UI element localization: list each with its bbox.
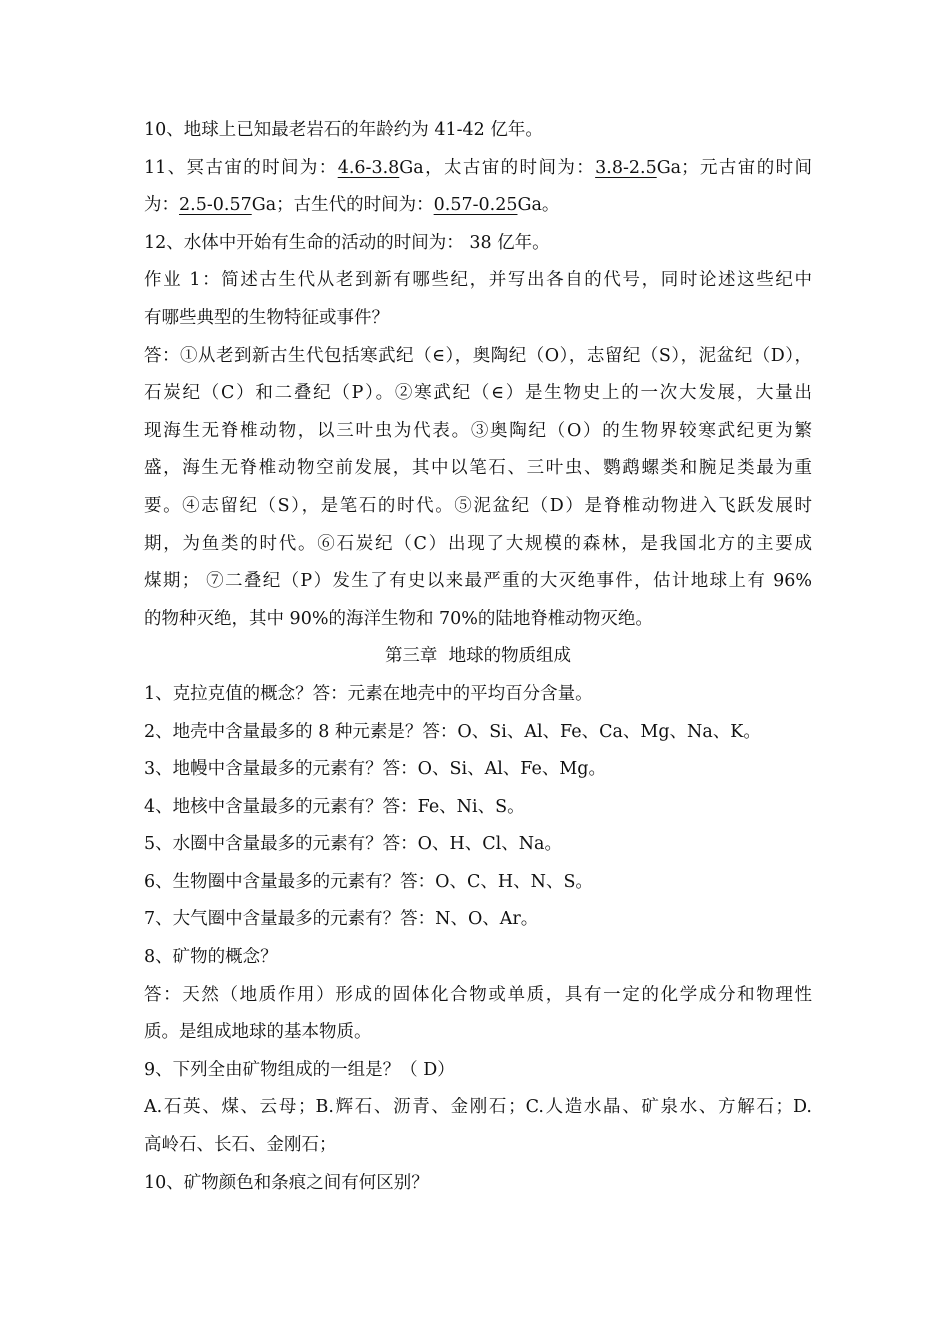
mineral-answer-line: 答：天然（地质作用）形成的固体化合物或单质，具有一定的化学成分和物理性 [144, 984, 812, 1005]
paleozoic-range: 0.57-0.25 [433, 195, 518, 216]
archean-range: 3.8-2.5 [595, 157, 657, 178]
oldest-rock-age-line: 10、地球上已知最老岩石的年龄约为 41-42 亿年。 [144, 120, 543, 140]
q11-text: Ga；元古宙的时间 [656, 157, 812, 178]
homework-line: 作业 1：简述古生代从老到新有哪些纪，并写出各自的代号，同时论述这些纪中 [144, 270, 812, 291]
chapter-item: 5、水圈中含量最多的元素有？答：O、H、Cl、Na。 [144, 834, 562, 855]
answer-line: 期，为鱼类的时代。⑥石炭纪（C）出现了大规模的森林，是我国北方的主要成 [144, 533, 812, 554]
chapter-item: 2、地壳中含量最多的 8 种元素是？答：O、Si、Al、Fe、Ca、Mg、Na、K。 [144, 721, 761, 742]
chapter-item: 4、地核中含量最多的元素有？答：Fe、Ni、S。 [144, 796, 525, 817]
eon-times-line-2 [144, 187, 812, 225]
answer-line: 现海生无脊椎动物，以三叶虫为代表。③奥陶纪（O）的生物界较寒武纪更为繁 [144, 420, 812, 441]
homework-line: 有哪些典型的生物特征或事件？ [144, 307, 389, 328]
proterozoic-range: 2.5-0.57 [179, 195, 252, 216]
hadean-range: 4.6-3.8 [337, 157, 400, 178]
chapter-item: 6、生物圈中含量最多的元素有？答：O、C、H、N、S。 [144, 871, 593, 892]
chapter-item: 1、克拉克值的概念？答：元素在地壳中的平均百分含量。 [144, 683, 593, 704]
life-start-line: 12、水体中开始有生命的活动的时间为： 38 亿年。 [144, 232, 550, 253]
q11-text: Ga；古生代的时间为： [251, 195, 434, 216]
mineral-answer-line: 质。是组成地球的基本物质。 [144, 1022, 372, 1043]
q11-text: 11、冥古宙的时间为： [144, 157, 338, 178]
answer-line: 石炭纪（C）和二叠纪（P）。②寒武纪（∈）是生物史上的一次大发展，大量出 [144, 383, 812, 404]
answer-line: 煤期； ⑦二叠纪（P）发生了有史以来最严重的大灭绝事件，估计地球上有 96% [144, 571, 812, 592]
q11-text: 为： [144, 195, 179, 216]
eon-times-line-1 [144, 150, 812, 188]
chapter-item: 8、矿物的概念？ [144, 947, 278, 968]
answer-line: 答：①从老到新古生代包括寒武纪（∈），奥陶纪（O），志留纪（S），泥盆纪（D）， [144, 345, 812, 366]
answer-line: 要。④志留纪（S），是笔石的时代。⑤泥盆纪（D）是脊椎动物进入飞跃发展时 [144, 495, 812, 516]
mineral-option-line: 高岭石、长石、金刚石； [144, 1135, 337, 1156]
color-streak-question: 10、矿物颜色和条痕之间有何区别？ [144, 1172, 429, 1193]
q11-text: Ga，太古宙的时间为： [399, 157, 596, 178]
answer-line: 盛，海生无脊椎动物空前发展，其中以笔石、三叶虫、鹦鹉螺类和腕足类最为重 [144, 458, 812, 479]
answer-line: 的物种灭绝，其中 90%的海洋生物和 70%的陆地脊椎动物灭绝。 [144, 608, 653, 629]
q11-text: Ga。 [517, 195, 560, 216]
document-page [144, 112, 812, 1202]
mineral-option-line: A.石英、煤、云母；B.辉石、沥青、金刚石；C.人造水晶、矿泉水、方解石；D. [144, 1097, 812, 1118]
mineral-question: 9、下列全由矿物组成的一组是？（ D） [144, 1059, 455, 1080]
chapter-title: 第三章 地球的物质组成 [384, 646, 572, 667]
chapter-item: 3、地幔中含量最多的元素有？答：O、Si、Al、Fe、Mg。 [144, 759, 606, 780]
chapter-item: 7、大气圈中含量最多的元素有？答：N、O、Ar。 [144, 909, 539, 930]
